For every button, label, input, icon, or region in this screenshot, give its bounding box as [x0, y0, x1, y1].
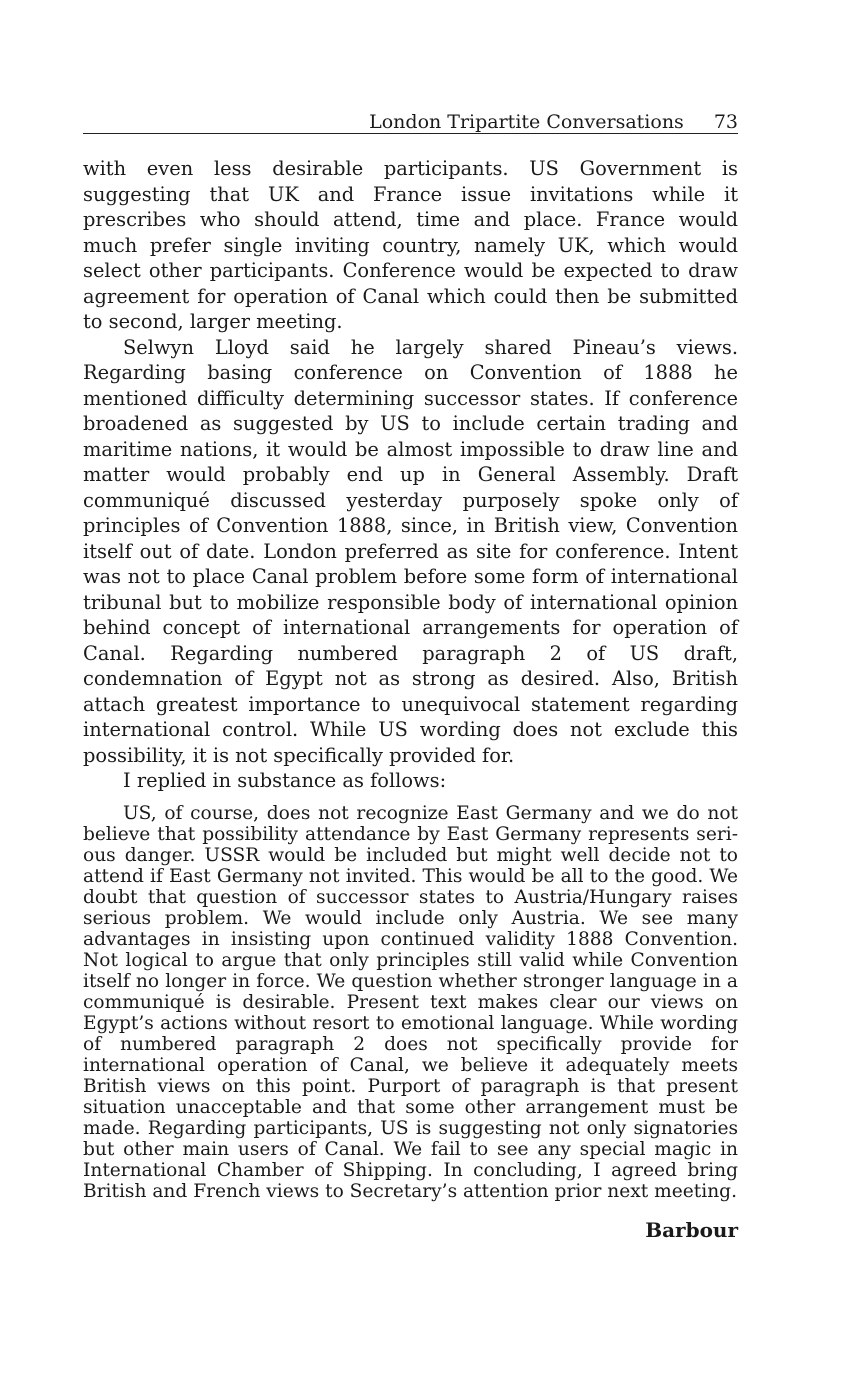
- paragraph-selwyn-lloyd: Selwyn Lloyd said he largely shared Pineau’s views. Regarding basing conference on Convention of 1888 he mentioned difficulty determining successor states. If conference broadened as suggested by US to include certain trading and maritime nations, it would be almost impossible to draw line and matter would probably end up in General Assembly. Draft communiqué discussed yesterday purposely spoke only of principles of Convention 1888, since, in British view, Convention itself out of date. London preferred as site for conference. Intent was not to place Canal problem before some form of international tribunal but to mobilize responsible body of international opinion behind concept of international arrangements for operation of Canal. Regarding numbered paragraph 2 of US draft, condemnation of Egypt not as strong as desired. Also, British attach greatest importance to unequivocal statement regarding international control. While US wording does not exclude this possibility, it is not specifically provided for.: [83, 335, 738, 767]
- paragraph-reply-intro: I replied in substance as follows:: [123, 769, 447, 792]
- page-body: [83, 156, 738, 1242]
- paragraph-continuation: with even less desirable participants. US Government is suggesting that UK and France issue invitations while it prescribes who should attend, time and place. France would much prefer single inviting country, namely UK, which would select other participants. Conference would be expected to draw agreement for operation of Canal which could then be submitted to second, larger meeting.: [83, 157, 738, 333]
- running-header: [83, 112, 738, 134]
- running-title: London Tripartite Conversations: [369, 111, 684, 133]
- reply-quote: US, of course, does not recognize East Germany and we do not believe that possibility attendance by East Germany represents serious danger. USSR would be included but might well decide not to attend if East Germany not invited. This would be all to the good. We doubt that question of successor states to Austria/Hungary raises serious problem. We would include only Austria. We see many advantages in insisting upon continued validity 1888 Convention. Not logical to argue that only principles still valid while Convention itself no longer in force. We question whether stronger language in a communiqué is desirable. Present text makes clear our views on Egypt’s actions without resort to emotional language. While wording of numbered paragraph 2 does not specifically provide for international operation of Canal, we believe it adequately meets British views on this point. Purport of paragraph is that present situation unacceptable and that some other arrangement must be made. Regarding participants, US is suggesting not only signatories but other main users of Canal. We fail to see any special magic in International Chamber of Shipping. In concluding, I agreed bring British and French views to Secretary’s attention prior next meeting.: [83, 802, 738, 1202]
- signature: Barbour: [645, 1217, 738, 1242]
- page-number: 73: [713, 111, 738, 133]
